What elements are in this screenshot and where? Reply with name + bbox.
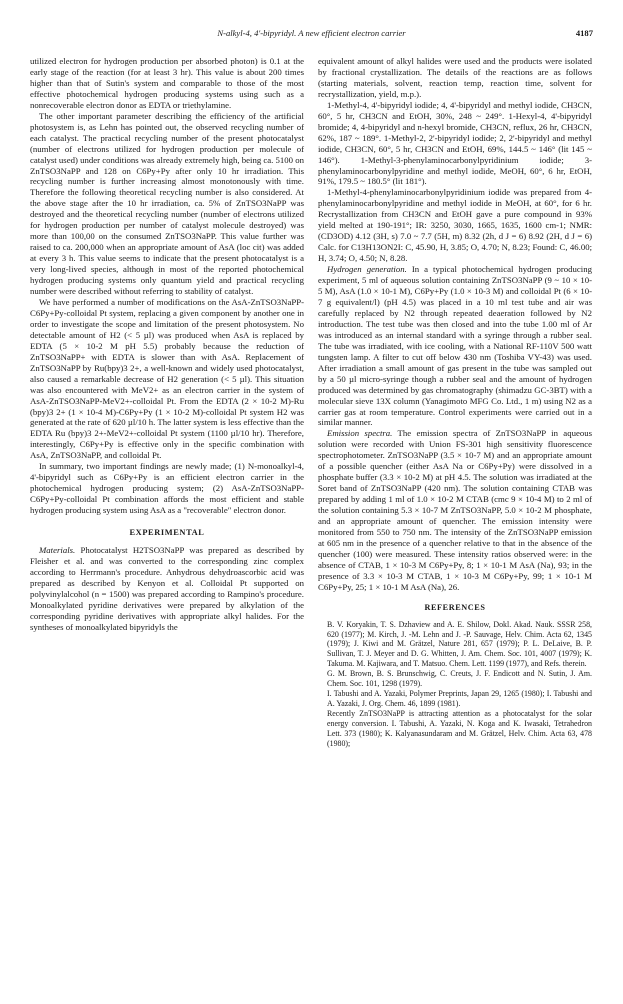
right-column [318,56,592,748]
body-paragraph: In summary, two important findings are newly made; (1) N-monoalkyl-4, 4'-bipyridyl such as C6Py+Py is an efficient electron carrier in the photochemical hydrogen producing system; (2) AsA-ZnTSO3NaPP-C6Py+Py-colloidal Pt combination affords the most efficient and stable hydrogen producing system using AsA as a "recoverable" electron donor. [30,461,304,516]
reference-item: B. V. Koryakin, T. S. Dzhaview and A. E. Shilow, Dokl. Akad. Nauk. SSSR 258, 620 (1977); M. Kirch, J. -M. Lehn and J. -P. Sauvage, Helv. Chim. Acta 62, 1345 (1979); J. Kiwi and M. Grätzel, Nature 281, 657 (1979); P. L. DeLaive, B. P. Sullivan, T. J. Meyer and D. G. Whitten, J. Am. Chem. Soc. 101, 4007 (1979); K. Takuma. M. Kajiwara, and T. Matsuo. Chem. Lett. 1199 (1977), and Refs. therein. [327,619,592,669]
hydrogen-paragraph [318,264,592,428]
body-paragraph: The other important parameter describing the efficiency of the artificial photosystem is, as Lehn has pointed out, the observed recycling number of each catalyst. The practical recycling number of the present photocatalyst (number of electrons utilized for hydrogen production per molecule of catalyst used) under conditions was already extremely high, being ca. 5100 on ZnTSO3NaPP and 128 on C6Py+Py after only 10 hr irradiation. This recycling number is further increasing almost monotonously with time. Therefore the following theoretical recycling number is also considered. At the above stage after the 10 hr irradiation, ca. 5% of ZnTSO3NaPP was destroyed and the theoretical recycling number (number of electrons utilized for hydrogen production per number of catalyst molecule destroyed) was more than 100,00 on the consumed ZnTSO3NaPP. This value further was raised to ca. 200,000 when an appropriate amount of AsA (loc cit) was added at every 3 h. This value seems to indicate that the present photocatalyst is a very long-lived species, although in most of the reported photochemical hydrogen producing systems only quantum yield and practical recycling number were described without referring to stability of catalyst. [30,110,304,297]
running-title: N-alkyl-4, 4'-bipyridyl. A new efficient electron carrier [217,28,406,38]
page-number: 4187 [575,28,593,38]
references-list [318,620,592,749]
body-paragraph: equivalent amount of alkyl halides were used and the products were isolated by fractional crystallization. The details of the reactions are as follows (starting materials, solvent, reaction temp, reaction time, solvent for recrystallization, yield, m.p.). [318,56,592,99]
left-column [30,56,304,748]
body-paragraph: We have performed a number of modifications on the AsA-ZnTSO3NaPP-C6Py+Py-colloidal Pt system, replacing a given component by another one in order to investigate the scope and limitation of the present photosystem. No detectable amount of H2 (< 5 µl) was produced when AsA is replaced by EDTA (5 × 10-2 M pH 5.5) probably because the reduction of ZnTSO3NaPP+ with EDTA is slower than with AsA. Replacement of ZnTSO3NaPP by Ru(bpy)3 2+, a well-known and widely used photocatalyst, also caused a remarkable decrease of H2 generation (< 5 µl). This situation was also encountered with MeV2+ as an electron carrier in the system of AsA-ZnTSO3NaPP-MeV2+-colloidal Pt. From the EDTA (2 × 10-2 M)-Ru (bpy)3 2+ (1 × 10-4 M)-C6Py+Py (1 × 10-2 M)-colloidal Pt system H2 was generated at the rate of 620 µl/10 h. The latter system is less effective than the EDTA Ru (bpy)3 2+-MeV2+-colloidal Pt system (1100 µl/10 hr). Therefore, interestingly, C6Py+Py is effective only in the specific combination with AsA, ZnTSO3NaPP, and colloidal Pt. [30,296,304,461]
reference-item: I. Tabushi and A. Yazaki, Polymer Preprints, Japan 29, 1265 (1980); I. Tabushi and A. Yazaki, J. Org. Chem. 46, 1899 (1981). [327,689,592,708]
materials-text: Photocatalyst H2TSO3NaPP was prepared as described by Fleisher et al. and was converted to the corresponding zinc complex according to Herrmann's procedure. Anhydrous dehydroascorbic acid was prepared as described by Kenyon et al. Colloidal Pt supported on polyvinylalcohol (n = 1500) was prepared according to Rampino's procedure. Monoalkylated pyridine derivatives were prepared by alkylation of the corresponding pyridine derivatives with appropriate alkyl halides. For the syntheses of monoalkylated bipyridyls the [30,544,304,632]
reference-item: G. M. Brown, B. S. Brunschwig, C. Creuts, J. F. Endicott and N. Sutin, J. Am. Chem. Soc. 101, 1298 (1979). [327,669,592,689]
experimental-heading: EXPERIMENTAL [129,528,205,538]
running-header [30,28,593,42]
emission-text: The emission spectra of ZnTSO3NaPP in aqueous solution were recorded with Union FS-301 high sensitivity fluorescence spectrophotometer. ZnTSO3NaPP (3.5 × 10-7 M) and an appropriate amount of a possible quencher (either AsA Na or C6Py+Py) were dissolved in a phosphate buffer (3.3 × 10-2 M) at pH 4.5. The solution was irradiated at the Soret band of ZnTSO3NaPP (420 nm). The solution containing CTAB was prepared by adding 1 ml of 1.0 × 10-2 M CTAB (cmc 9 × 10-4 M) to 2 ml of the solution containing 5.3 × 10-7 M ZnTSO3NaPP, 5.0 × 10-2 M phosphate, and an appropriate amount of quencher. The emission intensity were monitored from 550 to 750 nm. The intensity of the ZnTSO3NaPP emission at 605 nm in the presence of a quencher relative to that in the absence of the quencher (100) were measured. These intensity ratios observed were: in the absence of CTAB, 1 × 10-3 M C6Py+Py, 8; 1 × 10-1 M AsA (Na), 93; in the presence of 3.3 × 10-3 M CTAB, 1 × 10-3 M C6Py+Py, 99; 1 × 10-1 M C6Py+Py, 25; 1 × 10-1 M AsA (Na), 26. [318,428,592,592]
emission-paragraph [318,428,592,592]
hydrogen-runin: Hydrogen generation. [327,264,407,275]
synthesis-paragraph: 1-Methyl-4, 4'-bipyridyl iodide; 4, 4'-bipyridyl and methyl iodide, CH3CN, 60°, 5 hr, CH3CN and EtOH, 30%, 248 ~ 249°. 1-Hexyl-4, 4'-bipyridyl bromide; 4, 4-bipyridyl and n-hexyl bromide, CH3CN, reflux, 26 hr, CH3CN, 62%, 187 ~ 189°. 1-Methyl-2, 2'-bipyridyl iodide; 2, 2'-bipyridyl and methyl iodide, CH3CN, 60°, 5 hr, CH3CN and EtOH, 69%, 144.5 ~ 146° (lit 145 ~ 146°). 1-Methyl-3-phenylaminocarbonylpyridinium iodide; 3-phenylaminocarbonylpyridine and methyl iodide, MeOH, 60°, 6 hr, EtOH, 91%, 179.5 ~ 180.5° (lit 181°). [318,99,592,187]
materials-runin: Materials. [39,544,76,555]
emission-runin: Emission spectra. [327,428,393,439]
synthesis-paragraph: 1-Methyl-4-phenylaminocarbonylpyridinium iodide was prepared from 4-phenylaminocarbonylpyridine and methyl iodide in MeOH, at 60°, for 6 hr. Recrystallization from CH3CN and EtOH gave a pure compound in 93% yield melted at 190-191°; IR: 3250, 3030, 1665, 1635, 1600 cm-1; NMR: (CD3OD) 4.12 (3H, s) 7.0 ~ 7.7 (5H, m) 8.32 (2h, d J = 6) 8.92 (2H, d J = 6) Calc. for C13H13ON2I: C, 45.90, H, 3.85; O, 4.70; N, 8.23; Found: C, 46.00; H, 3.74; O, 4.50; N, 8.28. [318,187,592,264]
references-heading: REFERENCES [424,602,486,612]
two-column-body [30,56,593,748]
experimental-paragraph [30,545,304,633]
body-paragraph: utilized electron for hydrogen production per absorbed photon) is 0.1 at the early stage of the reaction (for at least 3 hr). This value is about 200 times higher than that of Sutin's system and comparable to those of the most effective photochemical hydrogen producing systems using such as a nonrecoverable electron donor as EDTA or triethylamine. [30,56,304,110]
hydrogen-text: In a typical photochemical hydrogen producing experiment, 5 ml of aqueous solution containing ZnTSO3NaPP (9 ~ 10 × 10-5 M), AsA (1.0 × 10-1 M), C6Py+Py (1.0 × 10-3 M) and colloidal Pt (6 × 10-7 g equivalent/l) (pH 4.5) was placed in a 10 ml test tube and air was carefully replaced by N2 through repeated deaeration followed by N2 introduction. The test tube was then closed and into the tube 1.00 ml of Ar was introduced as an internal standard with a syringe through a rubber seal. The tube was irradiated, with ice cooling, with a National RF-110V 500 watt tungsten lamp. A filter to cut off below 430 nm (Toshiba VY-43) was used. After irradiation a small amount of gas present in the tube was sampled out by a 50 µl micro-syringe though a rubber seal and the amount of hydrogen produced was determined by gas chromatography (shimadzu GC-3BT) with a molecular sieve 13X column (Yanagimoto MFG Co. Ltd., 1 m) using N2 as a carrier gas at room temperature. Control experiments were carried out in a similar manner. [318,264,592,428]
reference-item: Recently ZnTSO3NaPP is attracting attention as a photocatalyst for the solar energy conversion. I. Tabushi, A. Yazaki, N. Koga and K. Iwasaki, Tetrahedron Lett. 373 (1980); K. Kalyanasundaram and M. Grätzel, Helv. Chim. Acta 63, 478 (1980); [327,708,592,748]
